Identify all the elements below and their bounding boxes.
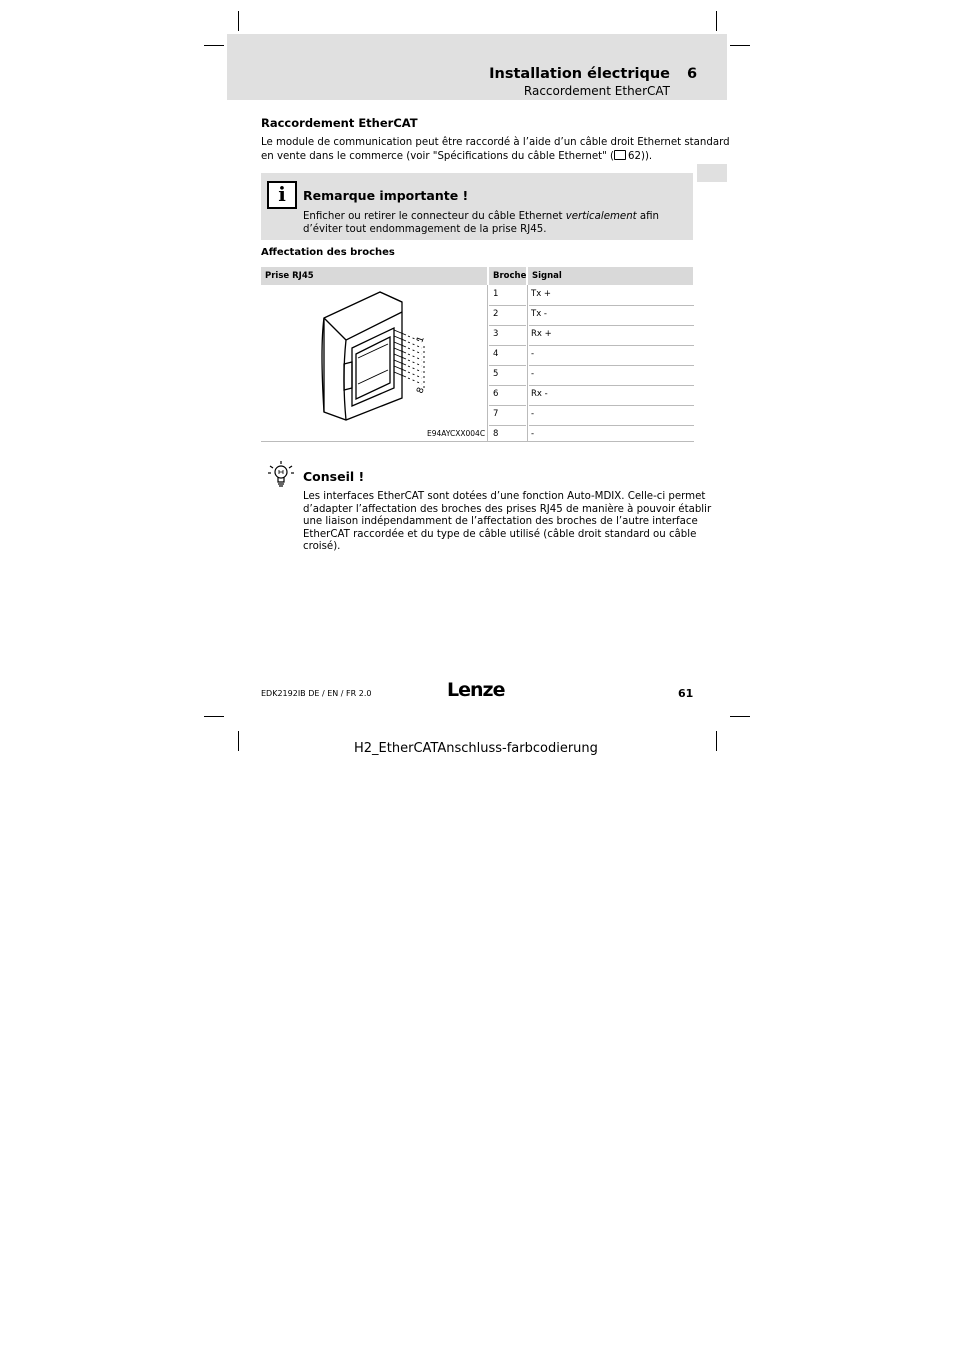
page-header — [227, 34, 727, 100]
tip-text — [303, 491, 711, 554]
pin-number: 7 — [493, 409, 499, 419]
notice-text-part: afin d’éviter tout endommagement de la prise RJ45. — [303, 211, 660, 235]
intro-line: Le module de communication peut être raccordé à l’aide d’un câble droit Ethernet standard — [261, 137, 730, 148]
notice-text-part: Enficher ou retirer le connecteur du câble Ethernet — [303, 211, 566, 222]
pin-signal: Rx - — [531, 389, 548, 399]
section-heading: Raccordement EtherCAT — [261, 116, 418, 130]
tip-line: EtherCAT raccordée et du type de câble utilisé (câble droit standard ou câble — [303, 528, 697, 540]
table-row — [489, 366, 694, 386]
lenze-logo: Lenze — [447, 679, 505, 701]
tip-line: croisé). — [303, 541, 341, 553]
tip-line: d’adapter l’affectation des broches des prises RJ45 de manière à pouvoir établir — [303, 503, 712, 515]
book-icon — [614, 150, 626, 160]
intro-end: )). — [640, 150, 653, 162]
pin-signal: - — [531, 369, 535, 379]
notice-title: Remarque importante ! — [303, 188, 469, 203]
pin-signal: - — [531, 349, 535, 359]
tip-title: Conseil ! — [303, 469, 365, 484]
image-caption: H2_EtherCATAnschluss-farbcodierung — [354, 741, 598, 756]
pin-signal: Tx - — [531, 309, 547, 319]
crop-mark — [716, 11, 717, 31]
crop-mark — [238, 11, 239, 31]
pin-number: 6 — [493, 389, 499, 399]
rj45-socket-drawing — [318, 288, 438, 424]
important-notice — [261, 173, 693, 240]
pin-signal: Rx + — [531, 329, 552, 339]
pin-number: 1 — [493, 289, 499, 299]
pin-number: 2 — [493, 309, 499, 319]
crop-mark — [204, 45, 224, 46]
pin-signal: Tx + — [531, 289, 552, 299]
pin-label-1: 1 — [415, 335, 427, 345]
table-row — [489, 346, 694, 366]
table-row — [489, 386, 694, 406]
table-row — [489, 326, 694, 346]
pin-number: 5 — [493, 369, 499, 379]
pin-label-8: 8 — [415, 386, 427, 396]
pin-signal: - — [531, 429, 535, 439]
pin-signal: - — [531, 409, 535, 419]
pin-number: 3 — [493, 329, 499, 339]
tip-line: une liaison indépendamment de l’affectation des broches de l’autre interface — [303, 516, 698, 528]
crop-mark — [716, 731, 717, 751]
table-row — [489, 406, 694, 426]
intro-text: en vente dans le commerce (voir "Spécifications du câble Ethernet" ( — [261, 150, 615, 162]
crop-mark — [204, 716, 224, 717]
pin-section-heading: Affectation des broches — [261, 247, 395, 258]
intro-line — [261, 150, 730, 164]
notice-text — [303, 211, 688, 236]
figure-label: E94AYCXX004C — [427, 429, 486, 438]
document-id: EDK2192IB DE / EN / FR 2.0 — [261, 689, 372, 698]
chapter-number: 6 — [687, 66, 698, 82]
col-header-pin: Broche — [489, 267, 526, 285]
intro-paragraph — [261, 137, 730, 163]
info-icon: i — [267, 181, 297, 209]
chapter-title: Installation électrique — [489, 66, 670, 82]
pin-number: 4 — [493, 349, 499, 359]
notice-emphasis: verticalement — [565, 211, 637, 222]
col-header-signal: Signal — [528, 267, 693, 285]
page-ref[interactable]: 62 — [628, 150, 641, 162]
table-row — [489, 286, 694, 306]
page-number: 61 — [678, 687, 694, 700]
pin-number: 8 — [493, 429, 499, 439]
table-row — [489, 426, 694, 446]
lightbulb-icon — [266, 460, 296, 490]
crop-mark — [730, 716, 750, 717]
table-row — [489, 306, 694, 326]
tip-line: Les interfaces EtherCAT sont dotées d’une fonction Auto-MDIX. Celle-ci permet — [303, 491, 706, 502]
chapter-subtitle: Raccordement EtherCAT — [523, 84, 670, 98]
crop-mark — [730, 45, 750, 46]
table-divider — [487, 285, 488, 441]
col-header-socket: Prise RJ45 — [261, 267, 487, 285]
side-tab — [697, 164, 727, 182]
crop-mark — [238, 731, 239, 751]
